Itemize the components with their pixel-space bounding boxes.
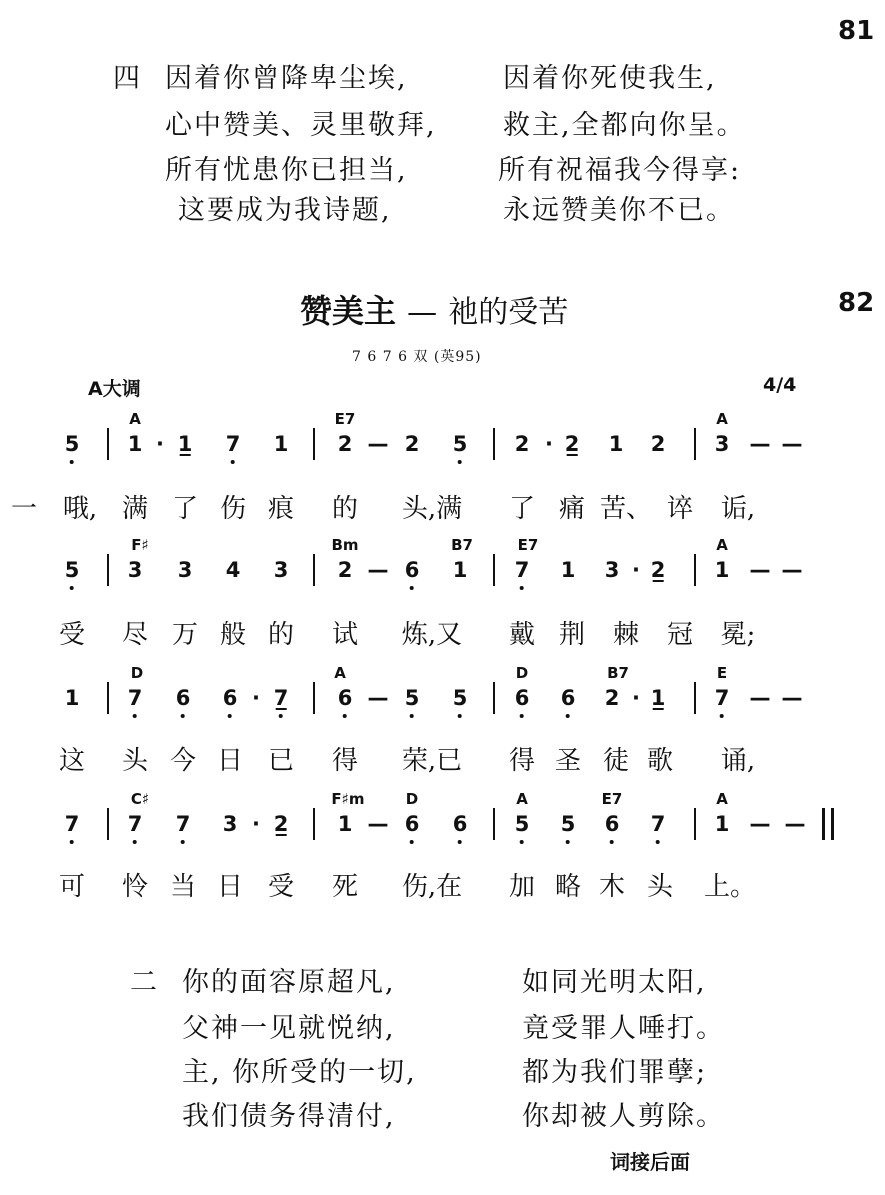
lyric-syllable: 戴 bbox=[508, 620, 536, 650]
lyric-syllable: 了 bbox=[508, 494, 536, 524]
verse-line-left: 父神一见就悦纳, bbox=[182, 1013, 396, 1044]
lyric-row bbox=[0, 614, 885, 650]
note: 3 bbox=[222, 812, 238, 836]
final-bar-line bbox=[831, 808, 834, 840]
lyric-syllable: 受 bbox=[58, 620, 86, 650]
lyric-syllable: 痛 bbox=[558, 494, 586, 524]
bar-line bbox=[694, 428, 696, 460]
note: 3 bbox=[604, 558, 620, 582]
note-dash: — bbox=[367, 686, 389, 710]
lyric-syllable: 圣 bbox=[554, 746, 582, 776]
music-row bbox=[0, 664, 885, 720]
note: 7 bbox=[64, 812, 80, 836]
bar-line bbox=[493, 808, 495, 840]
note: 6 bbox=[175, 686, 191, 710]
title-main: 赞美主 bbox=[300, 292, 397, 330]
lyric-syllable: 得 bbox=[331, 746, 359, 776]
lyric-syllable: 尽 bbox=[121, 620, 149, 650]
music-row bbox=[0, 536, 885, 592]
bar-line bbox=[313, 428, 315, 460]
lyric-syllable: 棘 bbox=[612, 620, 640, 650]
note-dash: — bbox=[781, 558, 803, 582]
note: 2 bbox=[337, 432, 353, 456]
lyric-syllable: 苦、 bbox=[599, 494, 653, 524]
verse-line-right: 你却被人剪除。 bbox=[522, 1101, 725, 1132]
lyric-syllable: 加 bbox=[508, 872, 536, 902]
lyric-syllable: 得 bbox=[508, 746, 536, 776]
hymn-title bbox=[300, 286, 568, 332]
note: 2 bbox=[650, 432, 666, 456]
bar-line bbox=[694, 554, 696, 586]
note: 7 bbox=[127, 686, 143, 710]
note: 7 bbox=[714, 686, 730, 710]
note: 1 bbox=[714, 812, 730, 836]
bar-line bbox=[107, 682, 109, 714]
note-dot: · bbox=[252, 686, 260, 710]
note: 2 bbox=[273, 812, 289, 836]
chord-label: A bbox=[516, 790, 528, 808]
chord-label: B7 bbox=[607, 664, 629, 682]
note: 3 bbox=[177, 558, 193, 582]
bar-line bbox=[107, 554, 109, 586]
note: 7 bbox=[175, 812, 191, 836]
verse-line-right: 所有祝福我今得享: bbox=[498, 155, 742, 186]
note-dash: — bbox=[749, 432, 771, 456]
lyric-syllable: 伤,在 bbox=[401, 872, 463, 902]
note-dot: · bbox=[156, 432, 164, 456]
time-signature: 4/4 bbox=[763, 374, 797, 396]
lyric-syllable: 歌 bbox=[646, 746, 674, 776]
bar-line bbox=[107, 808, 109, 840]
note-dash: — bbox=[749, 558, 771, 582]
verse-line-left: 我们债务得清付, bbox=[182, 1101, 396, 1132]
title-sub: 祂的受苦 bbox=[448, 295, 569, 330]
note: 1 bbox=[64, 686, 80, 710]
note: 5 bbox=[452, 686, 468, 710]
verse-line-left: 主, 你所受的一切, bbox=[182, 1057, 417, 1088]
lyric-syllable: 炼,又 bbox=[401, 620, 463, 650]
note: 2 bbox=[404, 432, 420, 456]
verse-line-right: 竟受罪人唾打。 bbox=[522, 1013, 725, 1044]
chord-label: Bm bbox=[331, 536, 359, 554]
verse-line-left: 所有忧患你已担当, bbox=[165, 155, 408, 186]
note: 3 bbox=[127, 558, 143, 582]
note: 1 bbox=[452, 558, 468, 582]
chord-label: E7 bbox=[601, 790, 623, 808]
note-dot: · bbox=[545, 432, 553, 456]
lyric-syllable: 的 bbox=[331, 494, 359, 524]
note: 1 bbox=[127, 432, 143, 456]
note: 1 bbox=[650, 686, 666, 710]
note: 6 bbox=[452, 812, 468, 836]
chord-label: A bbox=[716, 790, 728, 808]
lyric-syllable: 头 bbox=[121, 746, 149, 776]
lyric-syllable: 木 bbox=[598, 872, 626, 902]
note: 7 bbox=[127, 812, 143, 836]
lyric-syllable: 当 bbox=[169, 872, 197, 902]
note-dash: — bbox=[367, 812, 389, 836]
note: 6 bbox=[604, 812, 620, 836]
lyric-syllable: 徒 bbox=[602, 746, 630, 776]
bar-line bbox=[313, 682, 315, 714]
note: 5 bbox=[404, 686, 420, 710]
bar-line bbox=[493, 428, 495, 460]
note: 2 bbox=[337, 558, 353, 582]
note: 2 bbox=[604, 686, 620, 710]
title-dash: — bbox=[407, 295, 438, 330]
note: 7 bbox=[514, 558, 530, 582]
chord-label: D bbox=[405, 790, 419, 808]
note: 5 bbox=[452, 432, 468, 456]
page-number: 81 bbox=[838, 16, 875, 46]
lyric-syllable: 伤 bbox=[219, 494, 247, 524]
lyric-syllable: 了 bbox=[171, 494, 199, 524]
note: 6 bbox=[337, 686, 353, 710]
verse-label: 四 bbox=[113, 63, 142, 94]
note: 5 bbox=[64, 558, 80, 582]
note: 1 bbox=[273, 432, 289, 456]
note: 1 bbox=[177, 432, 193, 456]
lyric-row bbox=[0, 740, 885, 776]
lyric-syllable: 日 bbox=[216, 746, 244, 776]
music-row bbox=[0, 410, 885, 466]
lyric-syllable: 万 bbox=[171, 620, 199, 650]
bar-line bbox=[313, 808, 315, 840]
note: 7 bbox=[650, 812, 666, 836]
lyric-syllable: 荣,已 bbox=[401, 746, 463, 776]
bar-line bbox=[493, 682, 495, 714]
lyric-syllable: 头 bbox=[646, 872, 674, 902]
verse-label: 二 bbox=[130, 967, 159, 998]
bar-line bbox=[107, 428, 109, 460]
chord-label: E7 bbox=[517, 536, 539, 554]
lyric-syllable: 般 bbox=[219, 620, 247, 650]
note: 2 bbox=[514, 432, 530, 456]
note-dash: — bbox=[367, 432, 389, 456]
note: 1 bbox=[560, 558, 576, 582]
verse-line-right: 救主,全都向你呈。 bbox=[503, 110, 746, 141]
note-dash: — bbox=[781, 432, 803, 456]
note-dot: · bbox=[632, 558, 640, 582]
verse-line-left: 你的面容原超凡, bbox=[182, 967, 396, 998]
note-dot: · bbox=[252, 812, 260, 836]
chord-label: C♯ bbox=[130, 790, 150, 808]
bar-line bbox=[493, 554, 495, 586]
lyric-syllable: 诵, bbox=[720, 746, 756, 776]
lyric-syllable: 死 bbox=[331, 872, 359, 902]
note: 3 bbox=[273, 558, 289, 582]
bar-line bbox=[694, 808, 696, 840]
chord-label: A bbox=[716, 536, 728, 554]
note-dash: — bbox=[749, 686, 771, 710]
chord-label: B7 bbox=[451, 536, 473, 554]
lyric-syllable: 已 bbox=[267, 746, 295, 776]
verse-line-left: 因着你曾降卑尘埃, bbox=[165, 63, 408, 94]
bar-line bbox=[694, 682, 696, 714]
lyric-syllable: 日 bbox=[216, 872, 244, 902]
chord-label: A bbox=[334, 664, 346, 682]
footer-note: 词接后面 bbox=[610, 1150, 690, 1174]
lyric-syllable: 略 bbox=[554, 872, 582, 902]
note: 7 bbox=[273, 686, 289, 710]
note: 7 bbox=[225, 432, 241, 456]
note: 3 bbox=[714, 432, 730, 456]
bar-line bbox=[313, 554, 315, 586]
lyric-syllable: 上。 bbox=[703, 872, 757, 902]
chord-label: D bbox=[130, 664, 144, 682]
lyric-syllable: 一 bbox=[10, 494, 38, 524]
note-dash: — bbox=[749, 812, 771, 836]
verse-line-right: 永远赞美你不已。 bbox=[503, 195, 735, 226]
verse-line-right: 因着你死使我生, bbox=[503, 63, 717, 94]
verse-line-right: 都为我们罪孽; bbox=[522, 1057, 708, 1088]
chord-label: A bbox=[129, 410, 141, 428]
note: 6 bbox=[404, 558, 420, 582]
chord-label: E7 bbox=[334, 410, 356, 428]
note-dash: — bbox=[784, 812, 806, 836]
note-dash: — bbox=[781, 686, 803, 710]
lyric-syllable: 荆 bbox=[558, 620, 586, 650]
key-signature: A大调 bbox=[88, 378, 141, 400]
note: 5 bbox=[560, 812, 576, 836]
lyric-syllable: 今 bbox=[169, 746, 197, 776]
music-row bbox=[0, 790, 885, 846]
lyric-syllable: 试 bbox=[331, 620, 359, 650]
final-bar-line bbox=[822, 808, 825, 840]
lyric-row bbox=[0, 488, 885, 524]
chord-label: A bbox=[716, 410, 728, 428]
chord-label: F♯m bbox=[331, 790, 365, 808]
note: 2 bbox=[564, 432, 580, 456]
note-dash: — bbox=[367, 558, 389, 582]
lyric-syllable: 哦, bbox=[62, 494, 98, 524]
lyric-syllable: 谇 bbox=[666, 494, 694, 524]
lyric-syllable: 痕 bbox=[267, 494, 295, 524]
lyric-syllable: 冕; bbox=[720, 620, 756, 650]
lyric-syllable: 怜 bbox=[121, 872, 149, 902]
note: 6 bbox=[560, 686, 576, 710]
lyric-syllable: 满 bbox=[121, 494, 149, 524]
lyric-syllable: 受 bbox=[267, 872, 295, 902]
note: 6 bbox=[514, 686, 530, 710]
lyric-syllable: 诟, bbox=[720, 494, 756, 524]
note: 2 bbox=[650, 558, 666, 582]
chord-label: E bbox=[716, 664, 728, 682]
lyric-syllable: 冠 bbox=[666, 620, 694, 650]
verse-line-left: 这要成为我诗题, bbox=[178, 195, 392, 226]
note-dot: · bbox=[632, 686, 640, 710]
lyric-syllable: 可 bbox=[58, 872, 86, 902]
chord-label: D bbox=[515, 664, 529, 682]
hymn-number: 82 bbox=[838, 288, 875, 318]
note: 5 bbox=[64, 432, 80, 456]
meter: 7 6 7 6 双 (英95) bbox=[352, 349, 482, 365]
note: 1 bbox=[714, 558, 730, 582]
note: 4 bbox=[225, 558, 241, 582]
lyric-syllable: 的 bbox=[267, 620, 295, 650]
note: 6 bbox=[404, 812, 420, 836]
note: 6 bbox=[222, 686, 238, 710]
verse-line-left: 心中赞美、灵里敬拜, bbox=[165, 110, 437, 141]
lyric-syllable: 头,满 bbox=[401, 494, 463, 524]
chord-label: F♯ bbox=[131, 536, 149, 554]
note: 5 bbox=[514, 812, 530, 836]
lyric-row bbox=[0, 866, 885, 902]
note: 1 bbox=[608, 432, 624, 456]
verse-line-right: 如同光明太阳, bbox=[522, 967, 707, 998]
note: 1 bbox=[337, 812, 353, 836]
lyric-syllable: 这 bbox=[58, 746, 86, 776]
